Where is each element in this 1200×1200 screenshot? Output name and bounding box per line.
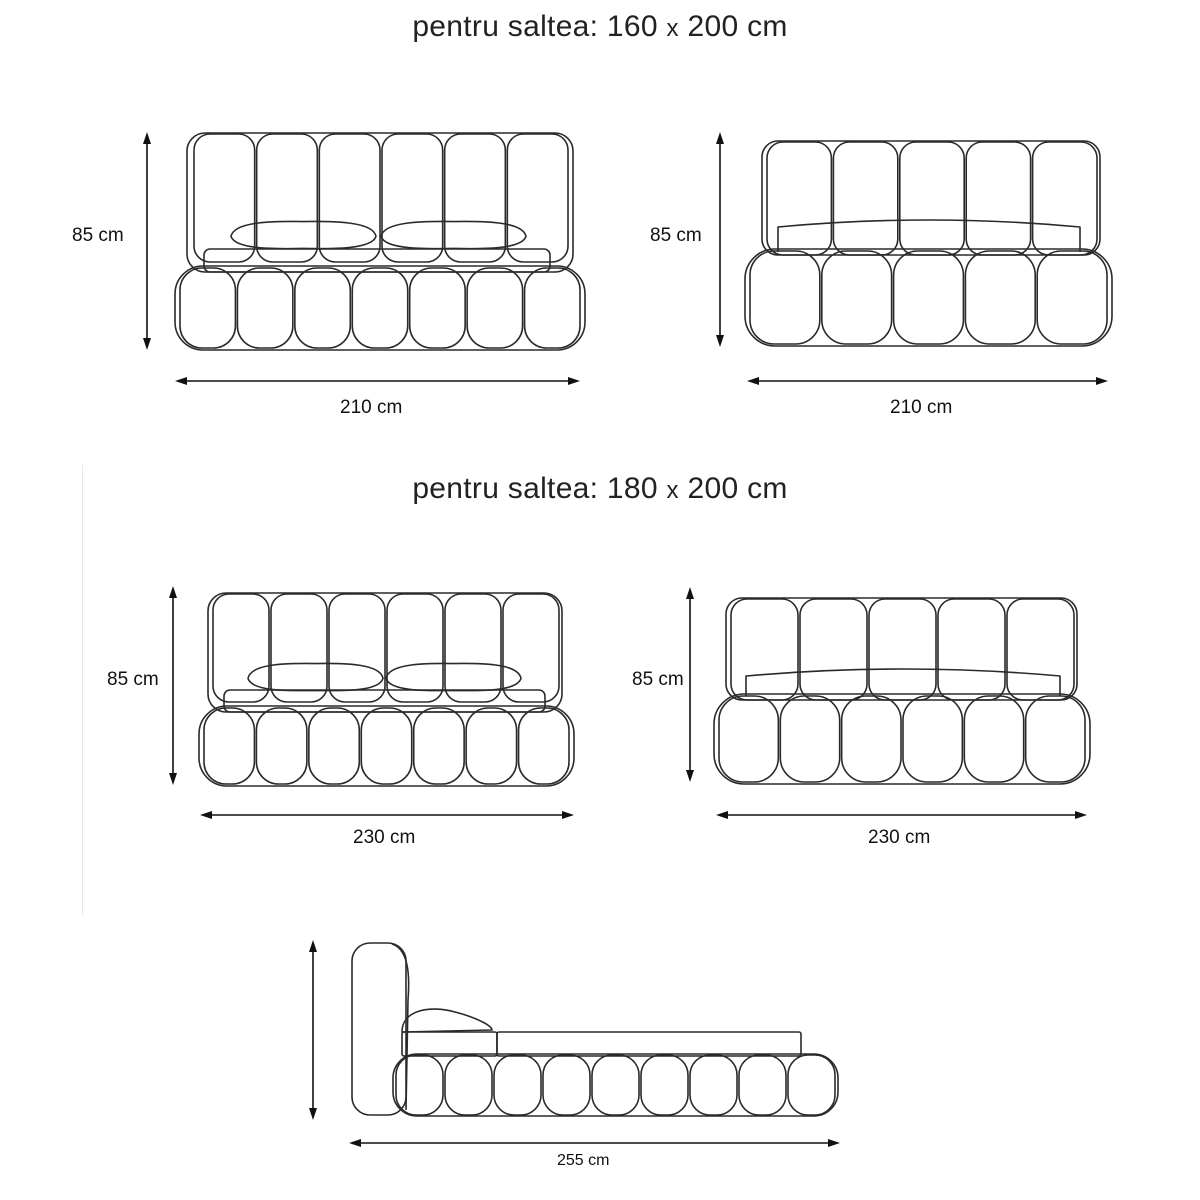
base-segment — [525, 268, 580, 348]
headboard-segment — [1007, 599, 1074, 700]
base-segment — [309, 708, 359, 784]
bed-base — [393, 1054, 838, 1116]
base-segment — [414, 708, 464, 784]
arrow-up-icon — [716, 132, 724, 144]
bed-front-view-plain — [716, 132, 1112, 385]
height-label-180-plain: 85 cm — [632, 669, 684, 690]
base-segment — [903, 696, 962, 782]
headboard-segment — [869, 599, 936, 700]
bed-base — [199, 706, 574, 786]
arrow-left-icon — [716, 811, 728, 819]
mattress-front — [402, 1032, 497, 1056]
headboard-frame — [726, 598, 1077, 700]
width-label-180-pillows: 230 cm — [353, 827, 416, 848]
headboard-segment — [213, 594, 269, 702]
base-segment — [1037, 251, 1107, 344]
base-segment — [445, 1055, 492, 1115]
base-segment — [352, 268, 407, 348]
pillow — [381, 221, 526, 248]
bed-front-view-plain — [686, 587, 1090, 819]
base-segment — [592, 1055, 639, 1115]
arrow-down-icon — [686, 770, 694, 782]
height-label-160-plain: 85 cm — [650, 225, 702, 246]
base-segment — [543, 1055, 590, 1115]
arrow-left-icon — [175, 377, 187, 385]
base-segment — [467, 268, 522, 348]
bed-base — [175, 266, 585, 350]
arrow-right-icon — [1075, 811, 1087, 819]
headboard-frame — [762, 141, 1100, 255]
bed-side-view — [309, 940, 840, 1147]
base-segment — [965, 251, 1035, 344]
width-label-180-plain: 230 cm — [868, 827, 931, 848]
base-segment — [641, 1055, 688, 1115]
arrow-down-icon — [169, 773, 177, 785]
base-segment — [180, 268, 235, 348]
mattress — [746, 669, 1060, 696]
headboard-segment — [507, 134, 568, 262]
arrow-down-icon — [309, 1108, 317, 1120]
headboard-side — [352, 943, 406, 1115]
base-segment — [361, 708, 411, 784]
arrow-up-icon — [169, 586, 177, 598]
bed-base — [714, 694, 1090, 784]
headboard-segment — [800, 599, 867, 700]
arrow-up-icon — [686, 587, 694, 599]
headboard-segment — [382, 134, 443, 262]
headboard-segment — [767, 142, 831, 255]
arrow-down-icon — [716, 335, 724, 347]
title-mattress-160: pentru saltea: 160 x 200 cm — [412, 10, 788, 43]
headboard-segment — [966, 142, 1030, 255]
base-segment — [780, 696, 839, 782]
base-segment — [842, 696, 901, 782]
title-mattress-180: pentru saltea: 180 x 200 cm — [412, 472, 788, 505]
headboard-segment — [271, 594, 327, 702]
headboard-segment — [445, 134, 506, 262]
base-segment — [788, 1055, 835, 1115]
arrow-up-icon — [143, 132, 151, 144]
width-label-160-pillows: 210 cm — [340, 397, 403, 418]
arrow-right-icon — [568, 377, 580, 385]
base-segment — [466, 708, 516, 784]
width-label-160-plain: 210 cm — [890, 397, 953, 418]
headboard-segment — [194, 134, 255, 262]
base-segment — [822, 251, 892, 344]
headboard-segment — [445, 594, 501, 702]
mattress-side — [497, 1032, 801, 1056]
bed-front-view-pillows — [143, 132, 585, 385]
base-segment — [1026, 696, 1085, 782]
base-segment — [719, 696, 778, 782]
base-segment — [494, 1055, 541, 1115]
base-segment — [690, 1055, 737, 1115]
length-label-side: 255 cm — [557, 1152, 610, 1169]
arrow-left-icon — [349, 1139, 361, 1147]
base-segment — [237, 268, 292, 348]
base-segment — [739, 1055, 786, 1115]
base-segment — [256, 708, 306, 784]
base-segment — [204, 708, 254, 784]
base-segment — [894, 251, 964, 344]
height-label-180-pillows: 85 cm — [107, 669, 159, 690]
arrow-down-icon — [143, 338, 151, 350]
pillow — [402, 1009, 492, 1032]
headboard-segment — [257, 134, 318, 262]
headboard-segment — [731, 599, 798, 700]
arrow-up-icon — [309, 940, 317, 952]
arrow-left-icon — [200, 811, 212, 819]
arrow-right-icon — [828, 1139, 840, 1147]
base-segment — [964, 696, 1023, 782]
pillow — [231, 221, 376, 248]
headboard-segment — [938, 599, 1005, 700]
arrow-right-icon — [1096, 377, 1108, 385]
base-segment — [750, 251, 820, 344]
headboard-segment — [1033, 142, 1097, 255]
bed-front-view-pillows — [169, 586, 574, 819]
arrow-right-icon — [562, 811, 574, 819]
base-segment — [410, 268, 465, 348]
headboard-segment — [833, 142, 897, 255]
base-segment — [519, 708, 569, 784]
bed-base — [745, 249, 1112, 346]
arrow-left-icon — [747, 377, 759, 385]
headboard-segment — [900, 142, 964, 255]
base-segment — [295, 268, 350, 348]
height-label-160-pillows: 85 cm — [72, 225, 124, 246]
